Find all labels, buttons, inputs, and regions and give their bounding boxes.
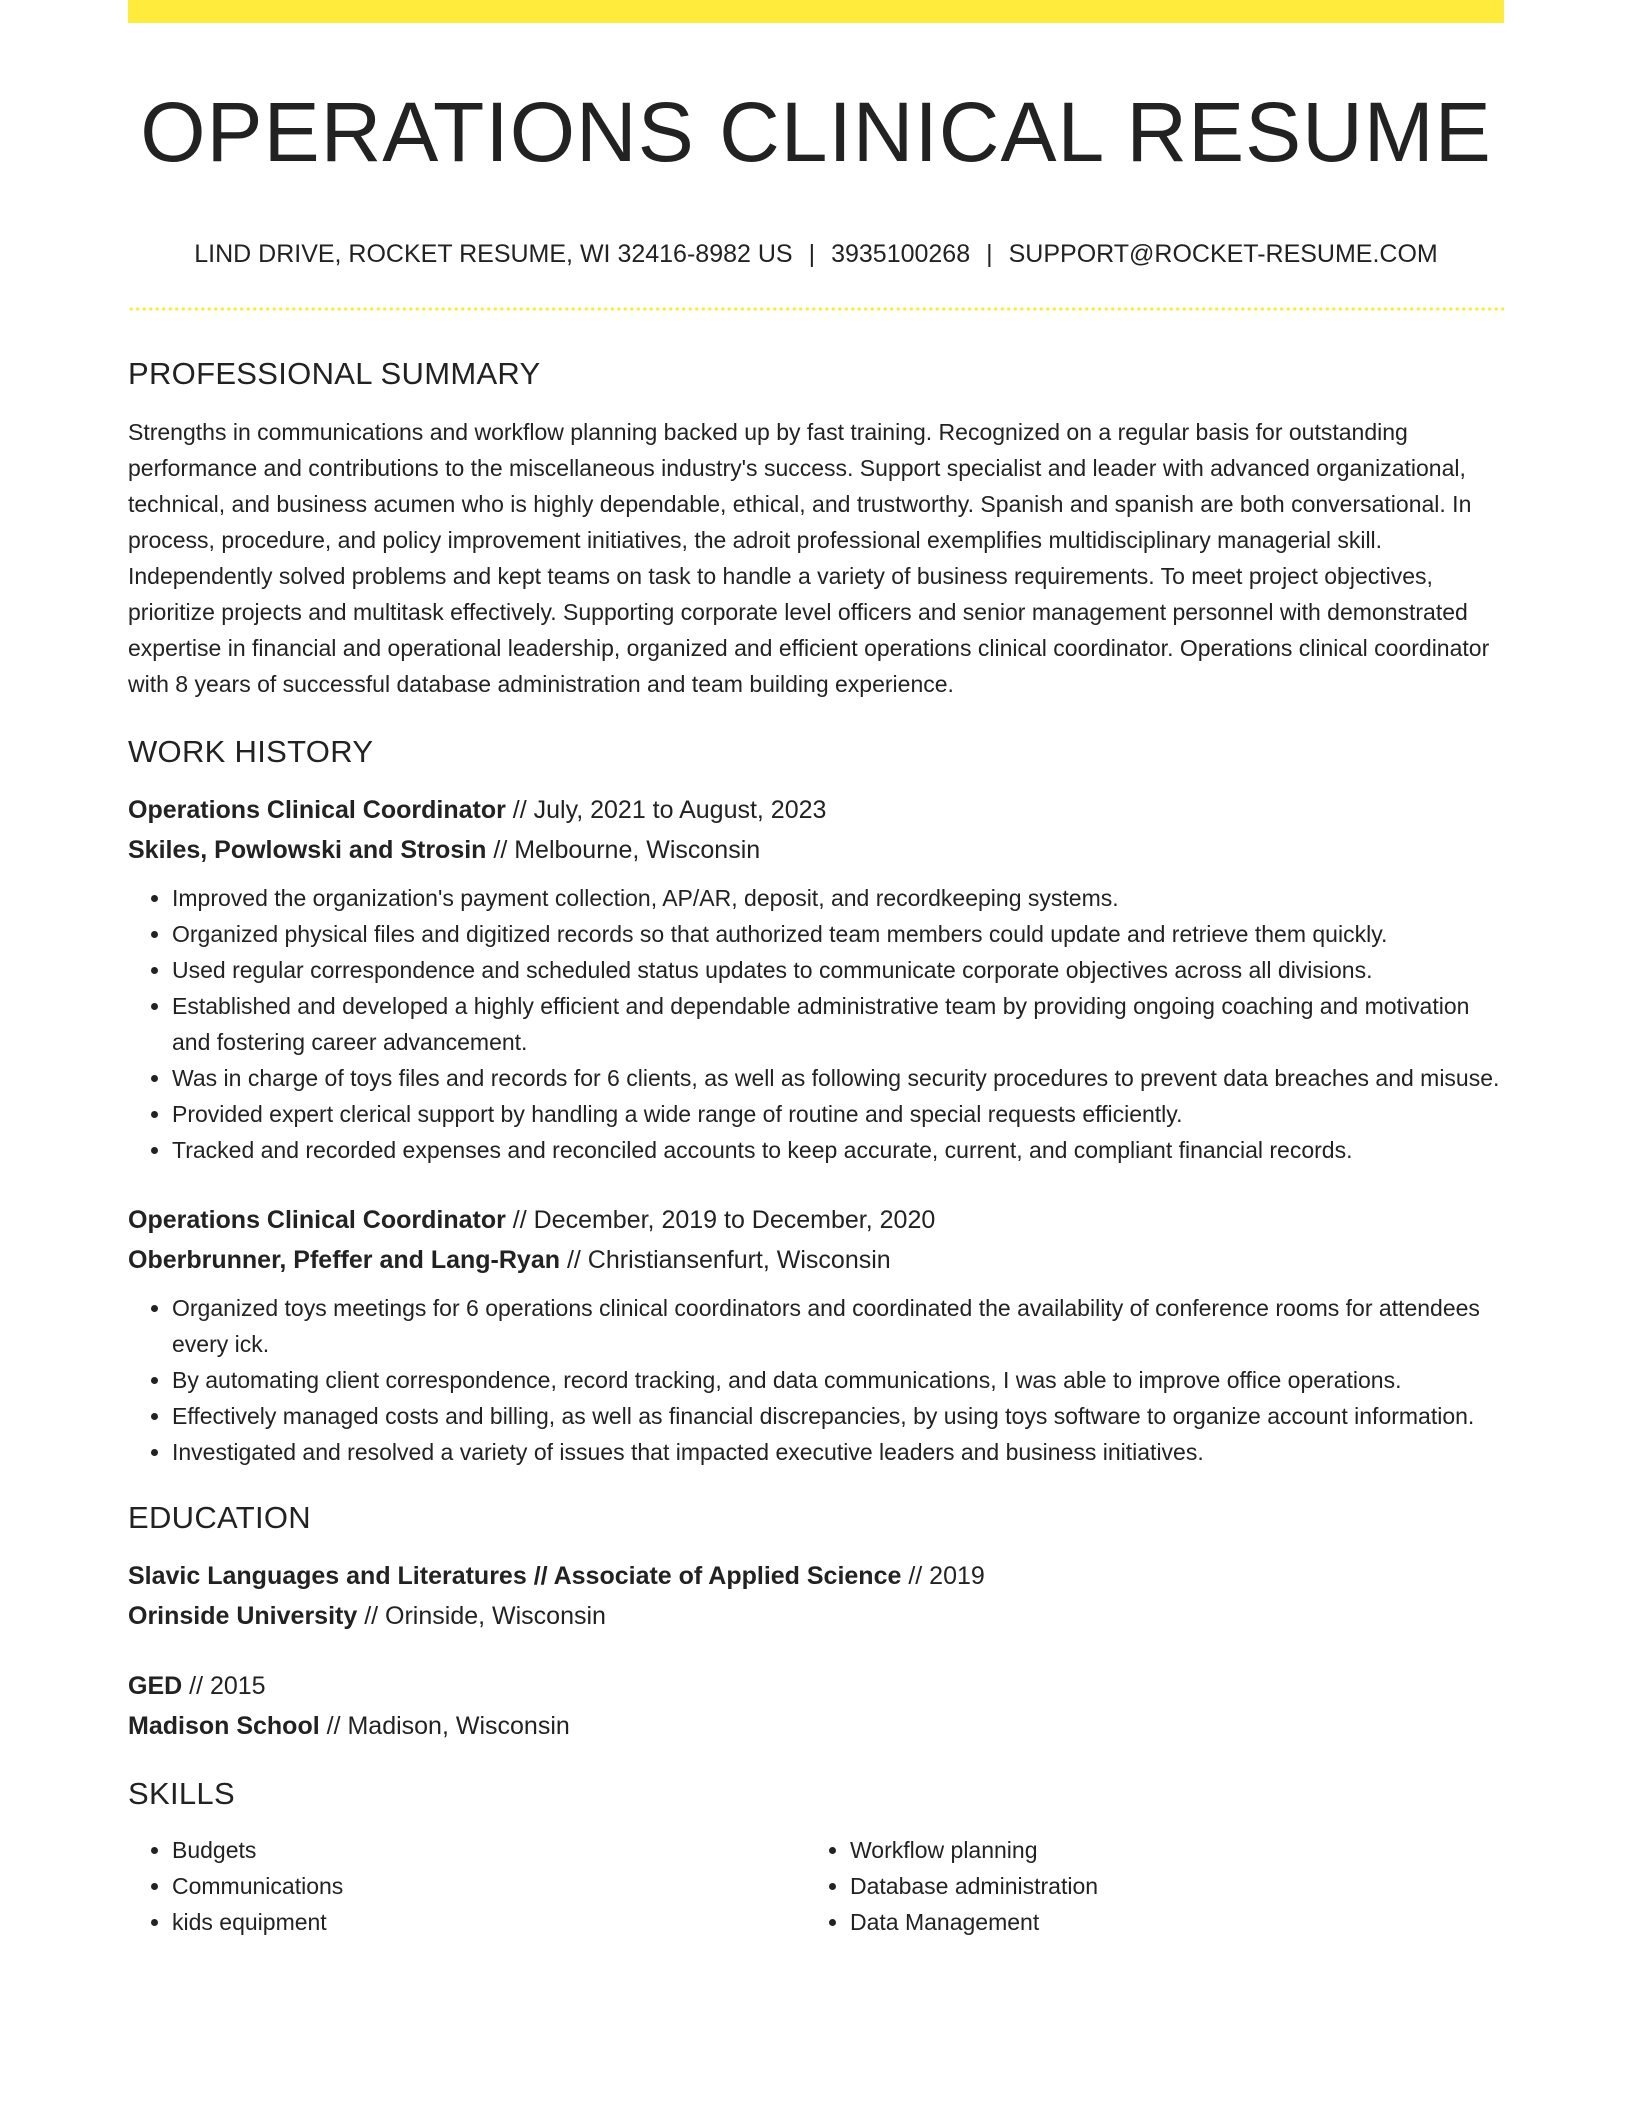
education-section [128, 1496, 1504, 1746]
list-item: • By automating client correspondence, record tracking, and data communications, I was able to improve office operations. [172, 1362, 1504, 1398]
education-entry [128, 1666, 1504, 1746]
summary-heading: PROFESSIONAL SUMMARY [128, 356, 541, 391]
education-school-line [128, 1706, 1504, 1746]
list-item: • Organized toys meetings for 6 operations clinical coordinators and coordinated the availability of conference rooms for attendees every ick. [172, 1290, 1504, 1362]
contact-email: SUPPORT@ROCKET-RESUME.COM [1008, 240, 1438, 268]
education-year: // 2015 [182, 1672, 266, 1700]
list-item: • Tracked and recorded expenses and reconciled accounts to keep accurate, current, and compliant financial records. [172, 1132, 1504, 1168]
job-title: Operations Clinical Coordinator [128, 796, 506, 824]
education-location: // Orinside, Wisconsin [357, 1602, 606, 1630]
contact-line [128, 236, 1504, 272]
list-item: • Effectively managed costs and billing, as well as financial discrepancies, by using toys software to organize account information. [172, 1398, 1504, 1434]
summary-section [128, 352, 1504, 702]
list-item: • Provided expert clerical support by handling a wide range of routine and special requests efficiently. [172, 1096, 1504, 1132]
education-heading: EDUCATION [128, 1500, 311, 1535]
contact-separator: | [808, 240, 816, 268]
job-entry [128, 1200, 1504, 1470]
job-bullets [128, 1290, 1504, 1470]
job-entry [128, 790, 1504, 1168]
job-bullets [128, 880, 1504, 1168]
contact-separator: | [986, 240, 993, 268]
job-company: Skiles, Powlowski and Strosin [128, 836, 487, 864]
dotted-divider [128, 307, 1504, 311]
job-title: Operations Clinical Coordinator [128, 1206, 506, 1234]
list-item: • Database administration [850, 1868, 1484, 1904]
list-item: • kids equipment [172, 1904, 806, 1940]
list-item: • Established and developed a highly efficient and dependable administrative team by providing ongoing coaching and motivation and fostering career advancement. [172, 988, 1504, 1060]
work-history-section [128, 730, 1504, 1470]
list-item: • Was in charge of toys files and records for 6 clients, as well as following security procedures to prevent data breaches and misuse. [172, 1060, 1504, 1096]
education-location: // Madison, Wisconsin [319, 1712, 570, 1740]
education-school: Orinside University [128, 1602, 358, 1630]
page-title: OPERATIONS CLINICAL RESUME [140, 85, 1492, 179]
job-title-line [128, 1200, 1504, 1240]
education-degree: Slavic Languages and Literatures // Associate of Applied Science [128, 1562, 902, 1590]
education-entry [128, 1556, 1504, 1636]
education-school: Madison School [128, 1712, 320, 1740]
education-school-line [128, 1596, 1504, 1636]
education-degree: GED [128, 1672, 183, 1700]
job-dates: // July, 2021 to August, 2023 [505, 796, 827, 824]
skills-heading: SKILLS [128, 1776, 235, 1811]
contact-address: LIND DRIVE, ROCKET RESUME, WI 32416-8982 US [194, 240, 793, 268]
list-item: • Workflow planning [850, 1832, 1484, 1868]
job-location: // Christiansenfurt, Wisconsin [560, 1246, 891, 1274]
list-item: • Investigated and resolved a variety of issues that impacted executive leaders and business initiatives. [172, 1434, 1504, 1470]
contact-phone: 3935100268 [831, 240, 971, 268]
job-company-line [128, 830, 1504, 870]
work-history-heading: WORK HISTORY [128, 734, 374, 769]
list-item: • Improved the organization's payment collection, AP/AR, deposit, and recordkeeping systems. [172, 880, 1504, 916]
skills-columns [128, 1832, 1504, 1940]
job-dates: // December, 2019 to December, 2020 [505, 1206, 936, 1234]
skills-section [128, 1772, 1504, 1940]
top-accent-bar [128, 0, 1504, 23]
education-year: // 2019 [901, 1562, 985, 1590]
education-degree-line [128, 1666, 1504, 1706]
list-item: • Organized physical files and digitized records so that authorized team members could update and retrieve them quickly. [172, 916, 1504, 952]
list-item: • Used regular correspondence and scheduled status updates to communicate corporate objectives across all divisions. [172, 952, 1504, 988]
education-degree-line [128, 1556, 1504, 1596]
list-item: • Budgets [172, 1832, 806, 1868]
resume-content [128, 352, 1504, 1940]
skills-column-right [806, 1832, 1484, 1940]
job-title-line [128, 790, 1504, 830]
list-item: • Data Management [850, 1904, 1484, 1940]
job-location: // Melbourne, Wisconsin [486, 836, 761, 864]
summary-text: Strengths in communications and workflow planning backed up by fast training. Recognized on a regular basis for outstanding performance and contributions to the miscellaneous industry's success. Support specialist and leader with advanced organizational, technical, and business acumen who is highly dependable, ethical, and trustworthy. Spanish and spanish are both conversational. In process, procedure, and policy improvement initiatives, the adroit professional exemplifies multidisciplinary managerial skill. Independently solved problems and kept teams on task to handle a variety of business requirements. To meet project objectives, prioritize projects and multitask effectively. Supporting corporate level officers and senior management personnel with demonstrated expertise in financial and operational leadership, organized and efficient operations clinical coordinator. Operations clinical coordinator with 8 years of successful database administration and team building experience. [128, 419, 1490, 697]
job-company-line [128, 1240, 1504, 1280]
skills-column-left [128, 1832, 806, 1940]
job-company: Oberbrunner, Pfeffer and Lang-Ryan [128, 1246, 561, 1274]
list-item: • Communications [172, 1868, 806, 1904]
